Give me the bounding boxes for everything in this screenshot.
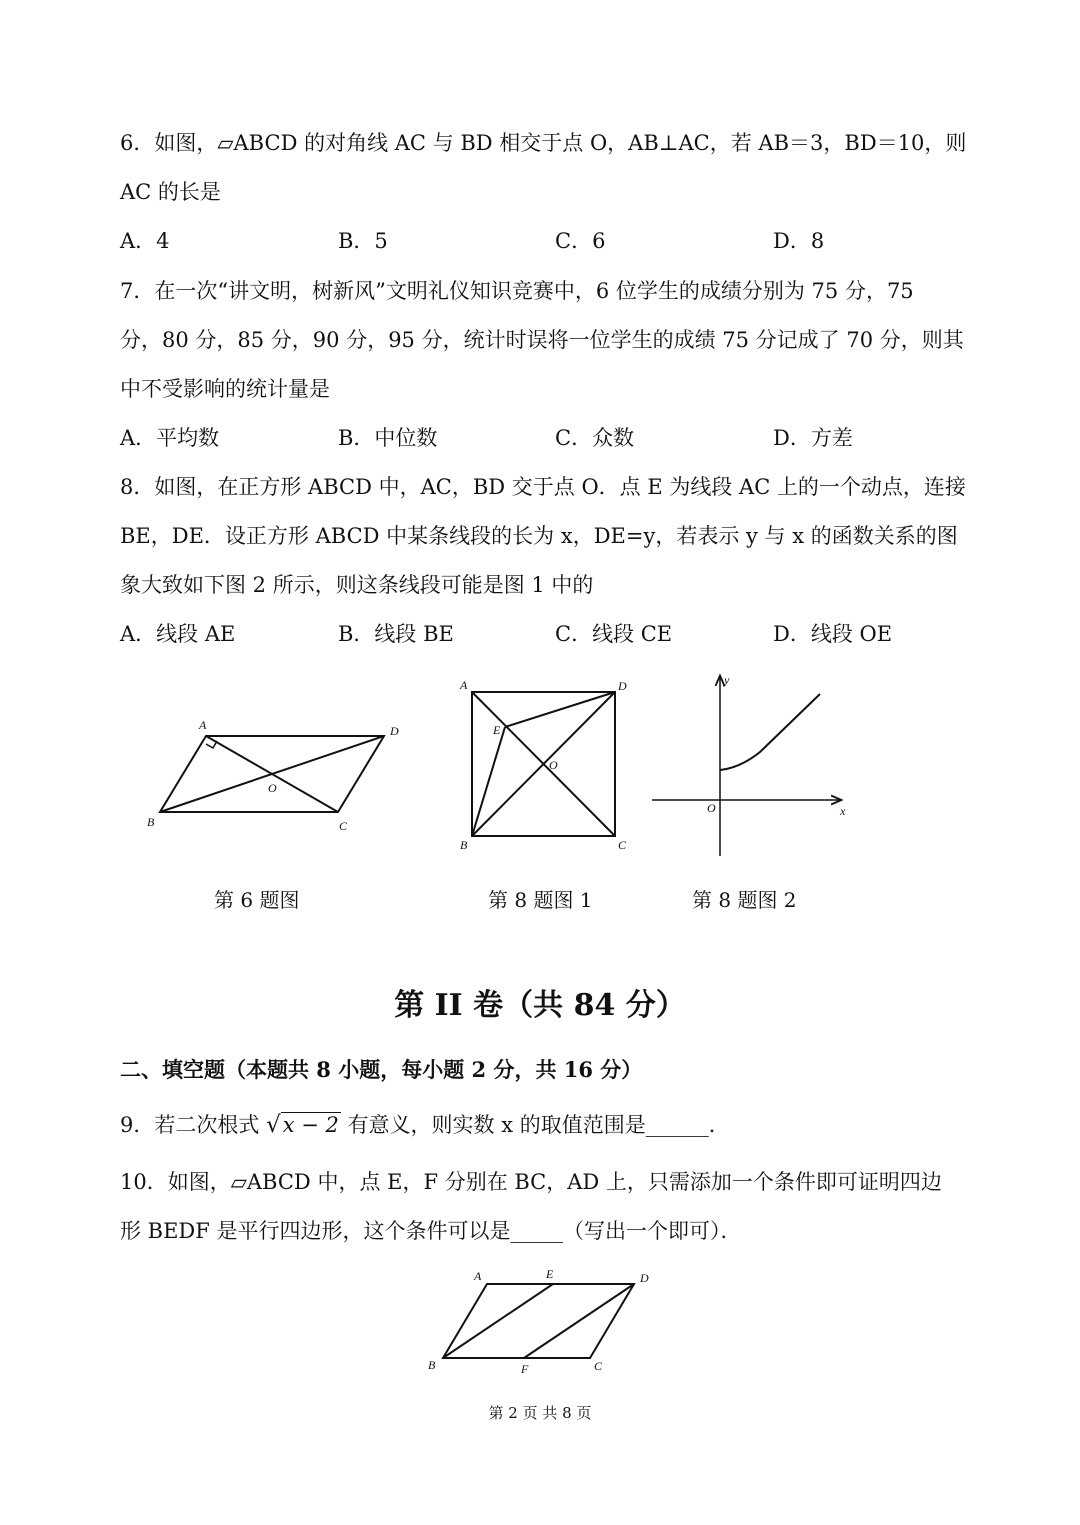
fig8b-caption: 第 8 题图 2 <box>692 888 797 912</box>
q10-line1: 10．如图，▱ABCD 中，点 E，F 分别在 BC，AD 上，只需添加一个条件即可证明四边 <box>120 1170 942 1194</box>
fig10-parallelogram-outline <box>443 1284 634 1358</box>
fig10-segment-be <box>443 1284 553 1358</box>
q9-radicand: x − 2 <box>282 1113 339 1137</box>
fig8b-label-y: y <box>724 673 730 687</box>
fig8a-label-d: D <box>618 679 627 693</box>
fig6-label-d: D <box>390 724 399 738</box>
fig8b-label-o: O <box>707 801 716 815</box>
fig10-label-f: F <box>521 1362 529 1376</box>
q10-line2: 形 BEDF 是平行四边形，这个条件可以是_____（写出一个即可）． <box>120 1219 742 1243</box>
fig10-label-e: E <box>546 1267 554 1281</box>
q7-option-d: D．方差 <box>773 426 853 450</box>
q8-line2: BE，DE．设正方形 ABCD 中某条线段的长为 x，DE=y，若表示 y 与 x 的函数关系的图 <box>120 524 958 548</box>
fig6-caption: 第 6 题图 <box>214 888 300 912</box>
q7-option-b: B．中位数 <box>338 426 438 450</box>
fig8a-label-o: O <box>549 758 558 772</box>
fig6-label-o: O <box>268 781 277 795</box>
fig8a-label-b: B <box>460 838 468 852</box>
q7-line3: 中不受影响的统计量是 <box>120 377 330 401</box>
fig8a-label-c: C <box>618 838 627 852</box>
q8-option-b: B．线段 BE <box>338 622 454 646</box>
fig8a-label-e: E <box>493 723 501 737</box>
fig8a-caption: 第 8 题图 1 <box>488 888 593 912</box>
fig10-label-d: D <box>640 1271 649 1285</box>
q7-option-c: C．众数 <box>555 426 635 450</box>
fig10-label-b: B <box>428 1358 436 1372</box>
fig8b-label-x: x <box>840 804 846 818</box>
fig8a-label-a: A <box>460 678 468 692</box>
fig10-label-c: C <box>594 1359 603 1373</box>
q8-line3: 象大致如下图 2 所示，则这条线段可能是图 1 中的 <box>120 573 594 597</box>
q7-line2: 分，80 分，85 分，90 分，95 分，统计时误将一位学生的成绩 75 分记成了 70 分，则其 <box>120 328 964 352</box>
q9-before: 9．若二次根式 <box>120 1113 260 1137</box>
section-title: 二、填空题（本题共 8 小题，每小题 2 分，共 16 分） <box>120 1057 643 1082</box>
page-footer: 第 2 页 共 8 页 <box>488 1404 592 1422</box>
volume-title: 第 II 卷（共 84 分） <box>394 988 686 1023</box>
q7-option-a: A．平均数 <box>120 426 220 450</box>
q8-line1: 8．如图，在正方形 ABCD 中，AC，BD 交于点 O．点 E 为线段 AC 上的一个动点，连接 <box>120 475 966 499</box>
fig6-label-c: C <box>339 819 348 833</box>
q9-sqrt-sign: √ <box>266 1112 281 1138</box>
fig10-segment-fd <box>524 1284 634 1358</box>
q6-line2: AC 的长是 <box>120 180 221 204</box>
q9-after: 有意义，则实数 x 的取值范围是______． <box>347 1113 730 1137</box>
q8-option-c: C．线段 CE <box>555 622 673 646</box>
q6-option-d: D．8 <box>773 229 825 253</box>
q8-option-d: D．线段 OE <box>773 622 893 646</box>
q6-option-a: A．4 <box>120 229 170 253</box>
q8-option-a: A．线段 AE <box>120 622 236 646</box>
fig6-label-b: B <box>147 815 155 829</box>
q6-option-c: C．6 <box>555 229 606 253</box>
q6-option-b: B．5 <box>338 229 388 253</box>
fig10-label-a: A <box>474 1269 482 1283</box>
fig6-label-a: A <box>199 718 207 732</box>
q7-line1: 7．在一次“讲文明，树新风”文明礼仪知识竞赛中，6 位学生的成绩分别为 75 分，75 <box>120 279 914 303</box>
q6-line1: 6．如图，▱ABCD 的对角线 AC 与 BD 相交于点 O，AB⊥AC，若 AB＝3，BD＝10，则 <box>120 131 967 155</box>
